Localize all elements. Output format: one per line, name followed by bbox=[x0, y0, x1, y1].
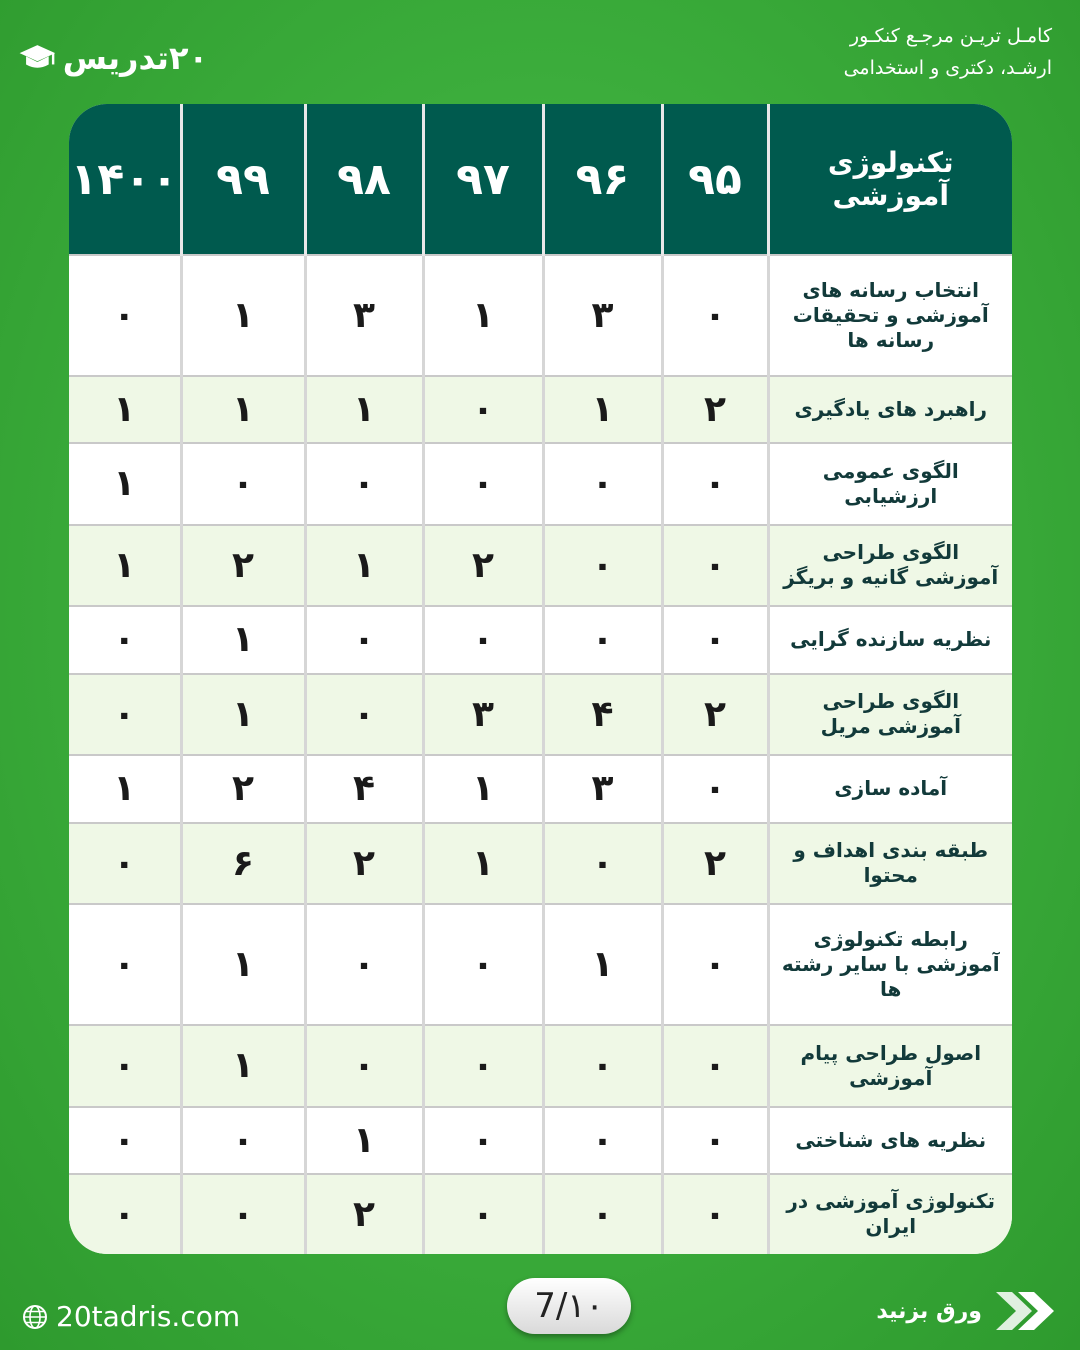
row-value: ۰ bbox=[181, 443, 305, 525]
table-row bbox=[69, 1174, 1012, 1254]
row-value: ۰ bbox=[69, 823, 181, 905]
header-year-96: ۹۶ bbox=[543, 104, 662, 255]
row-value: ۶ bbox=[181, 823, 305, 905]
row-value: ۲ bbox=[181, 755, 305, 822]
row-value: ۰ bbox=[662, 606, 768, 673]
row-topic: راهبرد های یادگیری bbox=[768, 376, 1012, 443]
row-value: ۰ bbox=[305, 674, 423, 756]
row-value: ۲ bbox=[662, 823, 768, 905]
row-value: ۱ bbox=[181, 606, 305, 673]
table-row bbox=[69, 755, 1012, 822]
row-value: ۰ bbox=[305, 606, 423, 673]
row-value: ۳ bbox=[543, 755, 662, 822]
header-year-99: ۹۹ bbox=[181, 104, 305, 255]
header-year-98: ۹۸ bbox=[305, 104, 423, 255]
table-row bbox=[69, 606, 1012, 673]
row-value: ۰ bbox=[423, 904, 543, 1025]
row-value: ۰ bbox=[662, 525, 768, 607]
row-value: ۰ bbox=[662, 255, 768, 376]
tagline-line-1: کامـل تریـن مرجـع کنکـور bbox=[849, 25, 1052, 47]
row-value: ۰ bbox=[69, 1025, 181, 1107]
row-value: ۰ bbox=[305, 1025, 423, 1107]
row-value: ۲ bbox=[423, 525, 543, 607]
row-value: ۲ bbox=[305, 1174, 423, 1254]
website-url: 20tadris.com bbox=[56, 1300, 241, 1333]
swipe-next-button[interactable] bbox=[876, 1290, 1056, 1332]
row-value: ۰ bbox=[423, 606, 543, 673]
row-topic: نظریه های شناختی bbox=[768, 1107, 1012, 1174]
row-value: ۰ bbox=[423, 1025, 543, 1107]
row-value: ۱ bbox=[181, 1025, 305, 1107]
row-topic: الگوی عمومی ارزشیابی bbox=[768, 443, 1012, 525]
row-value: ۰ bbox=[543, 606, 662, 673]
website-link[interactable] bbox=[22, 1300, 240, 1333]
row-value: ۱ bbox=[181, 376, 305, 443]
row-value: ۴ bbox=[305, 755, 423, 822]
swipe-label: ورق بزنید bbox=[876, 1298, 982, 1324]
row-value: ۳ bbox=[423, 674, 543, 756]
table-row bbox=[69, 443, 1012, 525]
row-value: ۱ bbox=[423, 255, 543, 376]
row-value: ۰ bbox=[69, 904, 181, 1025]
row-value: ۰ bbox=[662, 1025, 768, 1107]
row-value: ۱ bbox=[305, 376, 423, 443]
row-value: ۰ bbox=[181, 1107, 305, 1174]
tagline-line-2: ارشـد، دکتری و استخدامی bbox=[843, 57, 1052, 79]
row-value: ۳ bbox=[305, 255, 423, 376]
header-year-97: ۹۷ bbox=[423, 104, 543, 255]
row-value: ۰ bbox=[69, 1174, 181, 1254]
row-value: ۰ bbox=[543, 1174, 662, 1254]
row-value: ۲ bbox=[305, 823, 423, 905]
row-value: ۰ bbox=[305, 443, 423, 525]
row-value: ۰ bbox=[423, 443, 543, 525]
row-value: ۰ bbox=[543, 823, 662, 905]
row-value: ۰ bbox=[423, 1107, 543, 1174]
row-value: ۰ bbox=[543, 443, 662, 525]
row-value: ۱ bbox=[305, 1107, 423, 1174]
row-value: ۰ bbox=[662, 1174, 768, 1254]
row-value: ۱ bbox=[543, 376, 662, 443]
table-row bbox=[69, 255, 1012, 376]
row-value: ۲ bbox=[662, 674, 768, 756]
row-value: ۰ bbox=[543, 1107, 662, 1174]
row-value: ۱ bbox=[181, 904, 305, 1025]
row-topic: تکنولوژی آموزشی در ایران bbox=[768, 1174, 1012, 1254]
globe-icon bbox=[22, 1304, 48, 1330]
row-value: ۰ bbox=[662, 904, 768, 1025]
page-indicator bbox=[507, 1278, 631, 1334]
table-row bbox=[69, 525, 1012, 607]
row-value: ۰ bbox=[423, 1174, 543, 1254]
row-topic: اصول طراحی پیام آموزشی bbox=[768, 1025, 1012, 1107]
row-topic: رابطه تکنولوژی آموزشی با سایر رشته ها bbox=[768, 904, 1012, 1025]
row-value: ۰ bbox=[69, 674, 181, 756]
row-value: ۱ bbox=[423, 755, 543, 822]
row-value: ۰ bbox=[69, 255, 181, 376]
brand-logo bbox=[18, 32, 208, 84]
table-row bbox=[69, 1025, 1012, 1107]
row-value: ۲ bbox=[181, 525, 305, 607]
row-value: ۱ bbox=[69, 443, 181, 525]
row-value: ۰ bbox=[662, 443, 768, 525]
row-value: ۱ bbox=[69, 525, 181, 607]
header-year-1400: ۱۴۰۰ bbox=[69, 104, 181, 255]
row-topic: آماده سازی bbox=[768, 755, 1012, 822]
row-topic: طبقه بندی اهداف و محتوا bbox=[768, 823, 1012, 905]
row-value: ۰ bbox=[181, 1174, 305, 1254]
row-value: ۰ bbox=[543, 525, 662, 607]
row-value: ۱ bbox=[423, 823, 543, 905]
table-row bbox=[69, 823, 1012, 905]
row-value: ۰ bbox=[662, 1107, 768, 1174]
row-topic: نظریه سازنده گرایی bbox=[768, 606, 1012, 673]
row-value: ۲ bbox=[662, 376, 768, 443]
header-subject: تکنولوژی آموزشی bbox=[768, 104, 1012, 255]
row-value: ۰ bbox=[69, 606, 181, 673]
table-row bbox=[69, 376, 1012, 443]
table-row bbox=[69, 674, 1012, 756]
row-value: ۰ bbox=[662, 755, 768, 822]
row-value: ۰ bbox=[423, 376, 543, 443]
header-year-95: ۹۵ bbox=[662, 104, 768, 255]
stats-table-card bbox=[69, 104, 1012, 1254]
row-value: ۱ bbox=[305, 525, 423, 607]
tagline bbox=[792, 20, 1052, 84]
table-row bbox=[69, 1107, 1012, 1174]
page-indicator-text: 7/۱۰ bbox=[534, 1286, 604, 1326]
row-topic: الگوی طراحی آموزشی گانیه و بریگز bbox=[768, 525, 1012, 607]
row-value: ۰ bbox=[543, 1025, 662, 1107]
row-topic: الگوی طراحی آموزشی مریل bbox=[768, 674, 1012, 756]
row-value: ۱ bbox=[181, 255, 305, 376]
row-value: ۱ bbox=[181, 674, 305, 756]
brand-logo-text: ۲۰تدریس bbox=[62, 39, 208, 77]
row-value: ۱ bbox=[543, 904, 662, 1025]
graduation-cap-icon bbox=[18, 38, 57, 78]
row-value: ۴ bbox=[543, 674, 662, 756]
double-chevron-right-icon bbox=[992, 1290, 1056, 1332]
table-row bbox=[69, 904, 1012, 1025]
row-value: ۰ bbox=[69, 1107, 181, 1174]
row-topic: انتخاب رسانه های آموزشی و تحقیقات رسانه ها bbox=[768, 255, 1012, 376]
row-value: ۱ bbox=[69, 376, 181, 443]
row-value: ۱ bbox=[69, 755, 181, 822]
row-value: ۰ bbox=[305, 904, 423, 1025]
row-value: ۳ bbox=[543, 255, 662, 376]
table-header-row bbox=[69, 104, 1012, 255]
question-count-table bbox=[69, 104, 1012, 1254]
